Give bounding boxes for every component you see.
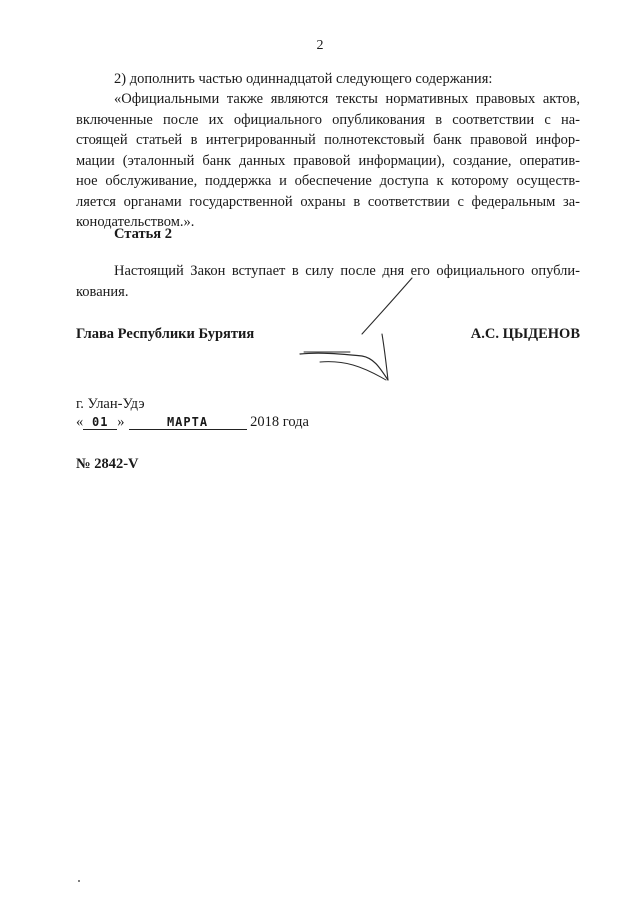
paragraph-effective-line: кования. bbox=[76, 283, 129, 300]
quoted-text bbox=[76, 89, 580, 233]
article-heading: Статья 2 bbox=[114, 226, 172, 242]
date-year: 2018 года bbox=[250, 414, 309, 430]
paragraph-effective-line: Настоящий Закон вступает в силу после дня его официального опубли- bbox=[114, 263, 580, 279]
quote-line: «Официальными также являются тексты нормативных правовых актов, bbox=[114, 91, 580, 107]
signer-name: А.С. ЦЫДЕНОВ bbox=[470, 326, 580, 342]
quote-line: ное обслуживание, поддержка и обеспечение доступа к которому осуществ- bbox=[76, 173, 580, 189]
date-month: МАРТА bbox=[129, 415, 247, 430]
page-number: 2 bbox=[316, 38, 324, 53]
signing-date bbox=[76, 414, 309, 431]
quote-line: мации (эталонный банк данных правовой информации), создание, оператив- bbox=[76, 152, 580, 169]
paragraph-amendment-text: 2) дополнить частью одиннадцатой следующего содержания: bbox=[114, 71, 493, 87]
paragraph-amendment bbox=[76, 69, 618, 90]
quote-line: стоящей статьей в интегрированный полнотекстовый банк правовой инфор- bbox=[76, 132, 580, 148]
signer-title: Глава Республики Бурятия bbox=[76, 326, 255, 342]
scan-dot bbox=[78, 880, 80, 882]
document-number: № 2842-V bbox=[76, 456, 139, 472]
city: г. Улан-Удэ bbox=[76, 396, 145, 412]
handwritten-signature bbox=[290, 272, 430, 388]
quote-line: конодательством.». bbox=[76, 214, 195, 230]
date-close-quote: » bbox=[117, 414, 125, 430]
quote-line: ляется органами государственной охраны в соответствии с федеральным за- bbox=[76, 193, 580, 210]
date-day: 01 bbox=[83, 415, 117, 430]
quote-line: включенные после их официального опубликования в соответствии с на- bbox=[76, 111, 580, 128]
date-open-quote: « bbox=[76, 414, 84, 430]
